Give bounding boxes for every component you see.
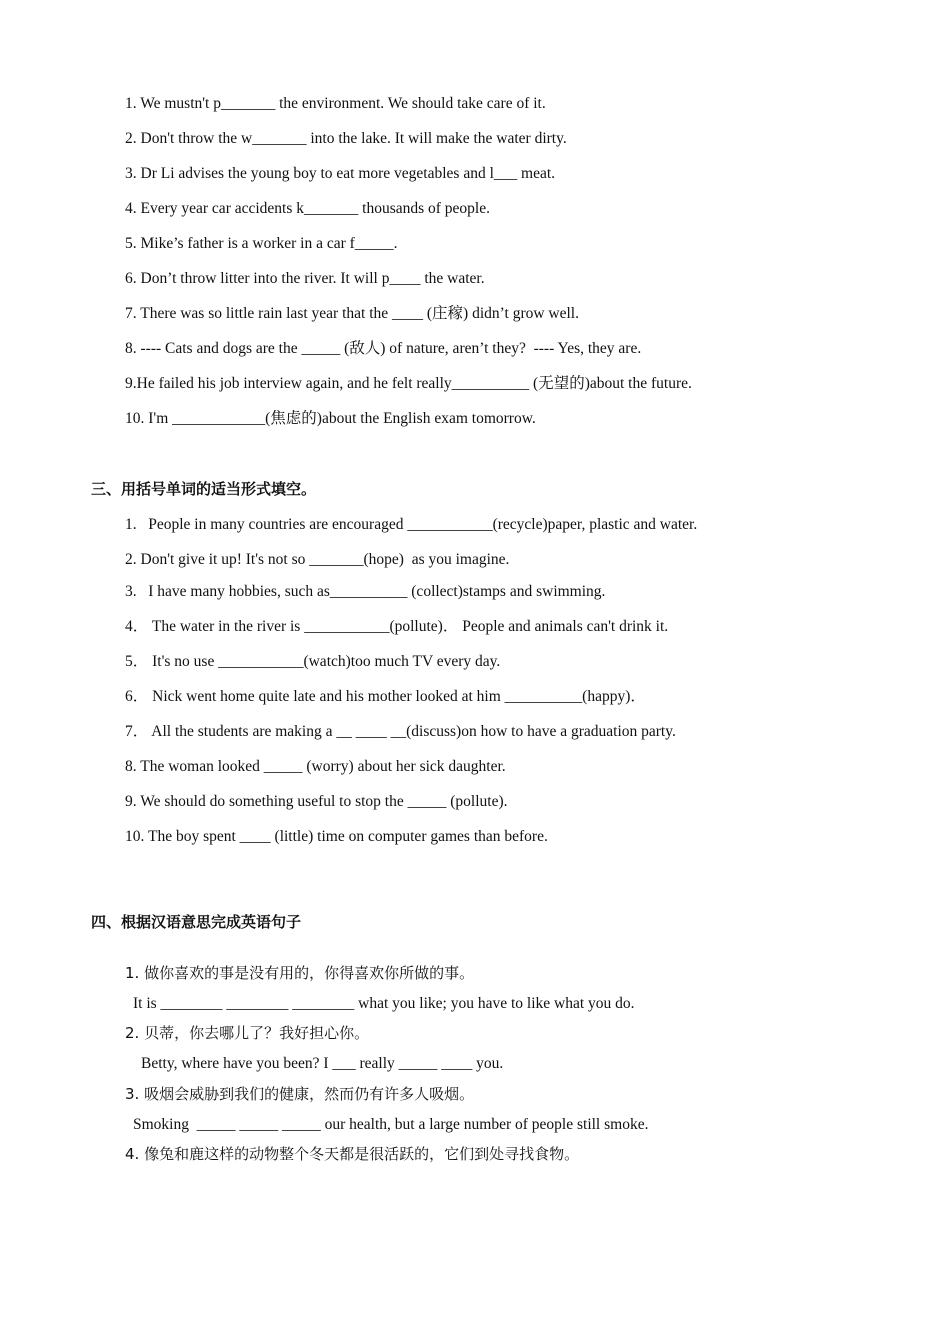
s2-item-3: 3. Dr Li advises the young boy to eat more vegetables and l___ meat. xyxy=(125,165,556,182)
s3-item-4: 4． The water in the river is ___________(pollute)． People and animals can't drink it. xyxy=(125,618,669,635)
section4-heading: 四、根据汉语意思完成英语句子 xyxy=(91,913,302,931)
s4-q1-english: It is ________ ________ ________ what you like; you have to like what you do. xyxy=(133,995,635,1012)
s3-item-7: 7． All the students are making a __ ____ __(discuss)on how to have a graduation party. xyxy=(125,723,676,740)
s3-item-9: 9. We should do something useful to stop the _____ (pollute). xyxy=(125,793,508,810)
s4-q2-english: Betty, where have you been? I ___ really _____ ____ you. xyxy=(141,1055,504,1072)
s2-item-5: 5. Mike’s father is a worker in a car f_____. xyxy=(125,235,398,252)
s2-item-4: 4. Every year car accidents k_______ thousands of people. xyxy=(125,200,490,217)
s3-item-1: 1. People in many countries are encouraged ___________(recycle)paper, plastic and water. xyxy=(125,516,698,533)
s4-q2-chinese: 2. 贝蒂，你去哪儿了？我好担心你。 xyxy=(125,1024,370,1042)
s2-item-7: 7. There was so little rain last year that the ____ (庄稼) didn’t grow well. xyxy=(125,305,579,322)
s3-item-3: 3. I have many hobbies, such as__________ (collect)stamps and swimming. xyxy=(125,583,606,600)
s2-item-8: 8. ---- Cats and dogs are the _____ (敌人) of nature, aren’t they? ---- Yes, they are. xyxy=(125,340,642,357)
s3-item-5: 5． It's no use ___________(watch)too much TV every day. xyxy=(125,653,501,670)
s4-q1-chinese: 1. 做你喜欢的事是没有用的，你得喜欢你所做的事。 xyxy=(125,964,475,982)
s3-item-8: 8. The woman looked _____ (worry) about her sick daughter. xyxy=(125,758,506,775)
s4-q4-chinese: 4. 像兔和鹿这样的动物整个冬天都是很活跃的，它们到处寻找食物。 xyxy=(125,1145,580,1163)
s2-item-2: 2. Don't throw the w_______ into the lake. It will make the water dirty. xyxy=(125,130,567,147)
section3-heading: 三、用括号单词的适当形式填空。 xyxy=(91,480,317,498)
s3-item-10: 10. The boy spent ____ (little) time on computer games than before. xyxy=(125,828,548,845)
s4-q3-chinese: 3. 吸烟会威胁到我们的健康，然而仍有许多人吸烟。 xyxy=(125,1085,475,1103)
s2-item-1: 1. We mustn't p_______ the environment. We should take care of it. xyxy=(125,95,546,112)
s3-item-2: 2. Don't give it up! It's not so _______(hope) as you imagine. xyxy=(125,551,510,568)
s3-item-6: 6． Nick went home quite late and his mother looked at him __________(happy)． xyxy=(125,688,646,705)
s2-item-9: 9.He failed his job interview again, and he felt really__________ (无望的)about the future. xyxy=(125,375,692,392)
s2-item-10: 10. I'm ____________(焦虑的)about the English exam tomorrow. xyxy=(125,410,536,427)
s2-item-6: 6. Don’t throw litter into the river. It will p____ the water. xyxy=(125,270,485,287)
s4-q3-english: Smoking _____ _____ _____ our health, but a large number of people still smoke. xyxy=(133,1116,649,1133)
